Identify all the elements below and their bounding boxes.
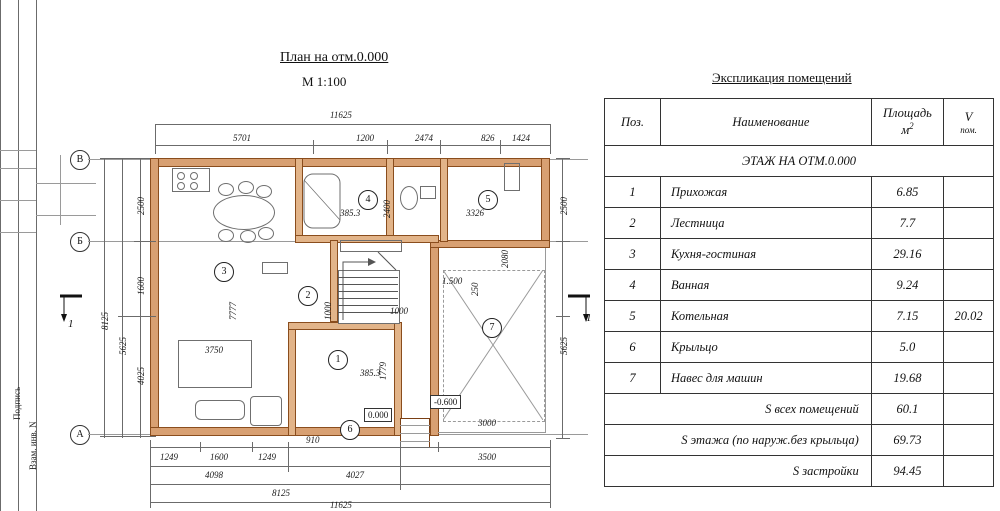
armchair (250, 396, 282, 426)
interior-dim-1779: 1779 (378, 362, 388, 380)
interior-dim-250: 250 (470, 282, 480, 296)
table-row (605, 239, 994, 270)
porch-line-2 (400, 433, 430, 434)
dim-line-left-mid (122, 158, 123, 438)
interior-dim-3853-bath: 385.3 (340, 208, 361, 218)
table-row (605, 177, 994, 208)
toilet (400, 186, 418, 210)
row-name: Ванная (661, 270, 872, 301)
boiler (504, 163, 520, 191)
dim-line-bottom-3 (150, 484, 550, 485)
dim-bottom-8125: 8125 (272, 488, 290, 498)
row-volume (944, 363, 994, 394)
room-bubble-4: 4 (358, 190, 378, 210)
summary-row (605, 456, 994, 487)
axis-circle-b: Б (70, 232, 90, 252)
dim-left-4025: 4025 (136, 367, 146, 385)
kitchen-burner-3 (177, 182, 185, 190)
row-name: Кухня-гостиная (661, 239, 872, 270)
margin-strip-text-1: Взам. инв. N (28, 421, 38, 470)
summary-volume (944, 456, 994, 487)
room-bubble-1: 1 (328, 350, 348, 370)
summary-row (605, 394, 994, 425)
row-pos: 2 (605, 208, 661, 239)
margin-strip-text-2: Подпись (12, 386, 22, 420)
dim-left-8125: 8125 (100, 312, 110, 330)
dim-bottom-1249a: 1249 (160, 452, 178, 462)
kitchen-burner-4 (190, 182, 198, 190)
dim-tick-b4 (288, 442, 289, 472)
porch-line-1 (400, 425, 430, 426)
row-area: 9.24 (871, 270, 943, 301)
dim-line-top-inner (155, 145, 550, 146)
dim-tick-l4 (100, 436, 156, 437)
interior-dim-3750: 3750 (205, 345, 223, 355)
dim-bottom-11625: 11625 (330, 500, 352, 510)
row-name: Котельная (661, 301, 872, 332)
summary-label: S этажа (по наруж.без крыльца) (605, 425, 872, 456)
summary-value: 60.1 (871, 394, 943, 425)
row-pos: 3 (605, 239, 661, 270)
plan-scale: М 1:100 (302, 74, 347, 89)
header-area-unit (872, 121, 943, 138)
row-pos: 6 (605, 332, 661, 363)
interior-dim-910: 910 (306, 435, 320, 445)
header-volume-sub: пом. (960, 124, 977, 135)
dim-top-5701: 5701 (233, 133, 251, 143)
dim-tick-r2 (556, 241, 570, 242)
margin-rule-4 (0, 150, 36, 151)
dining-chair-1 (218, 183, 234, 196)
header-area-unit-sup: 2 (909, 120, 914, 131)
summary-volume (944, 425, 994, 456)
margin-rule-1 (0, 168, 36, 169)
dim-tick-t2 (313, 140, 314, 154)
margin-rule-3 (0, 232, 36, 233)
dim-tick-t3 (387, 140, 388, 154)
section-mark-label-left: 1 (68, 318, 74, 330)
row-pos: 5 (605, 301, 661, 332)
dim-left-1600: 1600 (136, 277, 146, 295)
dining-chair-6 (258, 227, 274, 240)
wall-interior-5 (288, 322, 296, 436)
interior-dim-2400: 2400 (382, 200, 392, 218)
dim-tick-t1 (155, 124, 156, 154)
wall-exterior-bottom (150, 427, 400, 436)
dim-left-2500: 2500 (136, 197, 146, 215)
dim-bottom-4098: 4098 (205, 470, 223, 480)
dim-tick-t4 (440, 140, 441, 154)
carport-edge-bottom (438, 432, 546, 433)
dim-left-5625: 5625 (118, 337, 128, 355)
dim-bottom-3500: 3500 (478, 452, 496, 462)
explication-table-wrap (604, 98, 994, 487)
dim-top-1200: 1200 (356, 133, 374, 143)
interior-dim-3000: 3000 (478, 418, 496, 428)
row-area: 29.16 (871, 239, 943, 270)
interior-dim-1000a: 1000 (323, 302, 333, 320)
table-row (605, 301, 994, 332)
row-volume (944, 332, 994, 363)
floor-section-label: ЭТАЖ НА ОТМ.0.000 (605, 146, 994, 177)
tv-unit (262, 262, 288, 274)
row-volume: 20.02 (944, 301, 994, 332)
dim-tick-b3 (252, 442, 253, 452)
row-volume (944, 239, 994, 270)
table-head (605, 99, 994, 146)
summary-row (605, 425, 994, 456)
interior-dim-2080: 2080 (500, 250, 510, 268)
explication-table (604, 98, 994, 487)
dining-chair-3 (256, 185, 272, 198)
dim-top-total: 11625 (330, 110, 352, 120)
axis-circle-v: В (70, 150, 90, 170)
row-name: Лестница (661, 208, 872, 239)
dim-line-top-outer (155, 124, 550, 125)
interior-dim-3326: 3326 (466, 208, 484, 218)
wall-interior-4 (440, 158, 448, 242)
table-row (605, 363, 994, 394)
interior-dim-1500: 1.500 (442, 276, 463, 286)
dim-tick-b6 (438, 442, 439, 452)
table-body (605, 146, 994, 487)
room-bubble-5: 5 (478, 190, 498, 210)
grid-helper-h2 (36, 215, 96, 216)
porch-line-3 (400, 441, 430, 442)
dim-tick-l1 (100, 158, 150, 159)
level-label-0600: -0.600 (430, 395, 461, 409)
dim-right-5625: 5625 (559, 337, 569, 355)
level-label-0000: 0.000 (364, 408, 392, 422)
summary-label: S застройки (605, 456, 872, 487)
dining-chair-2 (238, 181, 254, 194)
dim-tick-l3 (118, 316, 156, 317)
wall-exterior-right (541, 158, 550, 242)
dim-bottom-1249b: 1249 (258, 452, 276, 462)
dim-top-2474: 2474 (415, 133, 433, 143)
room-bubble-7: 7 (482, 318, 502, 338)
dim-tick-r1 (556, 158, 570, 159)
header-pos: Поз. (605, 99, 661, 146)
dining-table (213, 195, 275, 230)
row-name: Прихожая (661, 177, 872, 208)
dim-tick-r4 (556, 438, 570, 439)
dim-top-826: 826 (481, 133, 495, 143)
dim-tick-b1 (150, 440, 151, 508)
dim-tick-b5 (400, 442, 401, 490)
row-name: Навес для машин (661, 363, 872, 394)
carport-edge-right (545, 248, 546, 433)
row-pos: 4 (605, 270, 661, 301)
room-bubble-3: 3 (214, 262, 234, 282)
dim-tick-t5 (500, 140, 501, 154)
header-area-unit-text: м (901, 123, 910, 138)
dim-line-bottom-2 (150, 466, 550, 467)
room-bubble-6: 6 (340, 420, 360, 440)
dining-chair-5 (240, 230, 256, 243)
table-row (605, 270, 994, 301)
summary-value: 94.45 (871, 456, 943, 487)
row-area: 19.68 (871, 363, 943, 394)
summary-label: S всех помещений (605, 394, 872, 425)
wall-exterior-left (150, 158, 159, 436)
summary-value: 69.73 (871, 425, 943, 456)
axis-circle-a: А (70, 425, 90, 445)
dim-tick-t6 (550, 124, 551, 154)
header-area (871, 99, 943, 146)
row-area: 6.85 (871, 177, 943, 208)
bathtub (302, 172, 342, 230)
interior-dim-1000b: 1000 (390, 306, 408, 316)
kitchen-island (340, 240, 402, 252)
margin-border-inner (18, 0, 19, 511)
row-area: 7.7 (871, 208, 943, 239)
header-volume-label: V (964, 109, 973, 124)
section-mark-label-right: 1 (586, 312, 592, 324)
row-pos: 1 (605, 177, 661, 208)
dim-line-left-outer (104, 158, 105, 438)
row-pos: 7 (605, 363, 661, 394)
dim-tick-b2 (200, 442, 201, 452)
margin-border-left (0, 0, 1, 511)
summary-volume (944, 394, 994, 425)
room-bubble-2: 2 (298, 286, 318, 306)
dim-tick-l2 (134, 241, 156, 242)
row-volume (944, 270, 994, 301)
explication-title: Экспликация помещений (712, 70, 852, 85)
wall-exterior-top (150, 158, 550, 167)
dim-top-1424: 1424 (512, 133, 530, 143)
interior-dim-7777: 7777 (228, 302, 238, 320)
floor-section-row (605, 146, 994, 177)
dim-tick-b7 (550, 440, 551, 508)
header-area-label: Площадь (882, 105, 932, 120)
header-name: Наименование (661, 99, 872, 146)
row-area: 7.15 (871, 301, 943, 332)
row-area: 5.0 (871, 332, 943, 363)
sink (420, 186, 436, 199)
interior-dim-3853-hall: 385.3 (360, 368, 381, 378)
row-name: Крыльцо (661, 332, 872, 363)
header-volume (944, 99, 994, 146)
row-volume (944, 177, 994, 208)
table-row (605, 208, 994, 239)
dim-bottom-1600: 1600 (210, 452, 228, 462)
table-header-row (605, 99, 994, 146)
kitchen-burner-1 (177, 172, 185, 180)
dim-line-bottom-1 (150, 447, 550, 448)
row-volume (944, 208, 994, 239)
dim-right-2500: 2500 (559, 197, 569, 215)
margin-rule-2 (0, 200, 36, 201)
wall-exterior-mid-right (430, 240, 550, 248)
table-row (605, 332, 994, 363)
dining-chair-4 (218, 229, 234, 242)
kitchen-burner-2 (190, 172, 198, 180)
plan-title: План на отм.0.000 (280, 50, 389, 65)
dim-bottom-4027: 4027 (346, 470, 364, 480)
coffee-table (195, 400, 245, 420)
grid-helper-h1 (36, 183, 96, 184)
